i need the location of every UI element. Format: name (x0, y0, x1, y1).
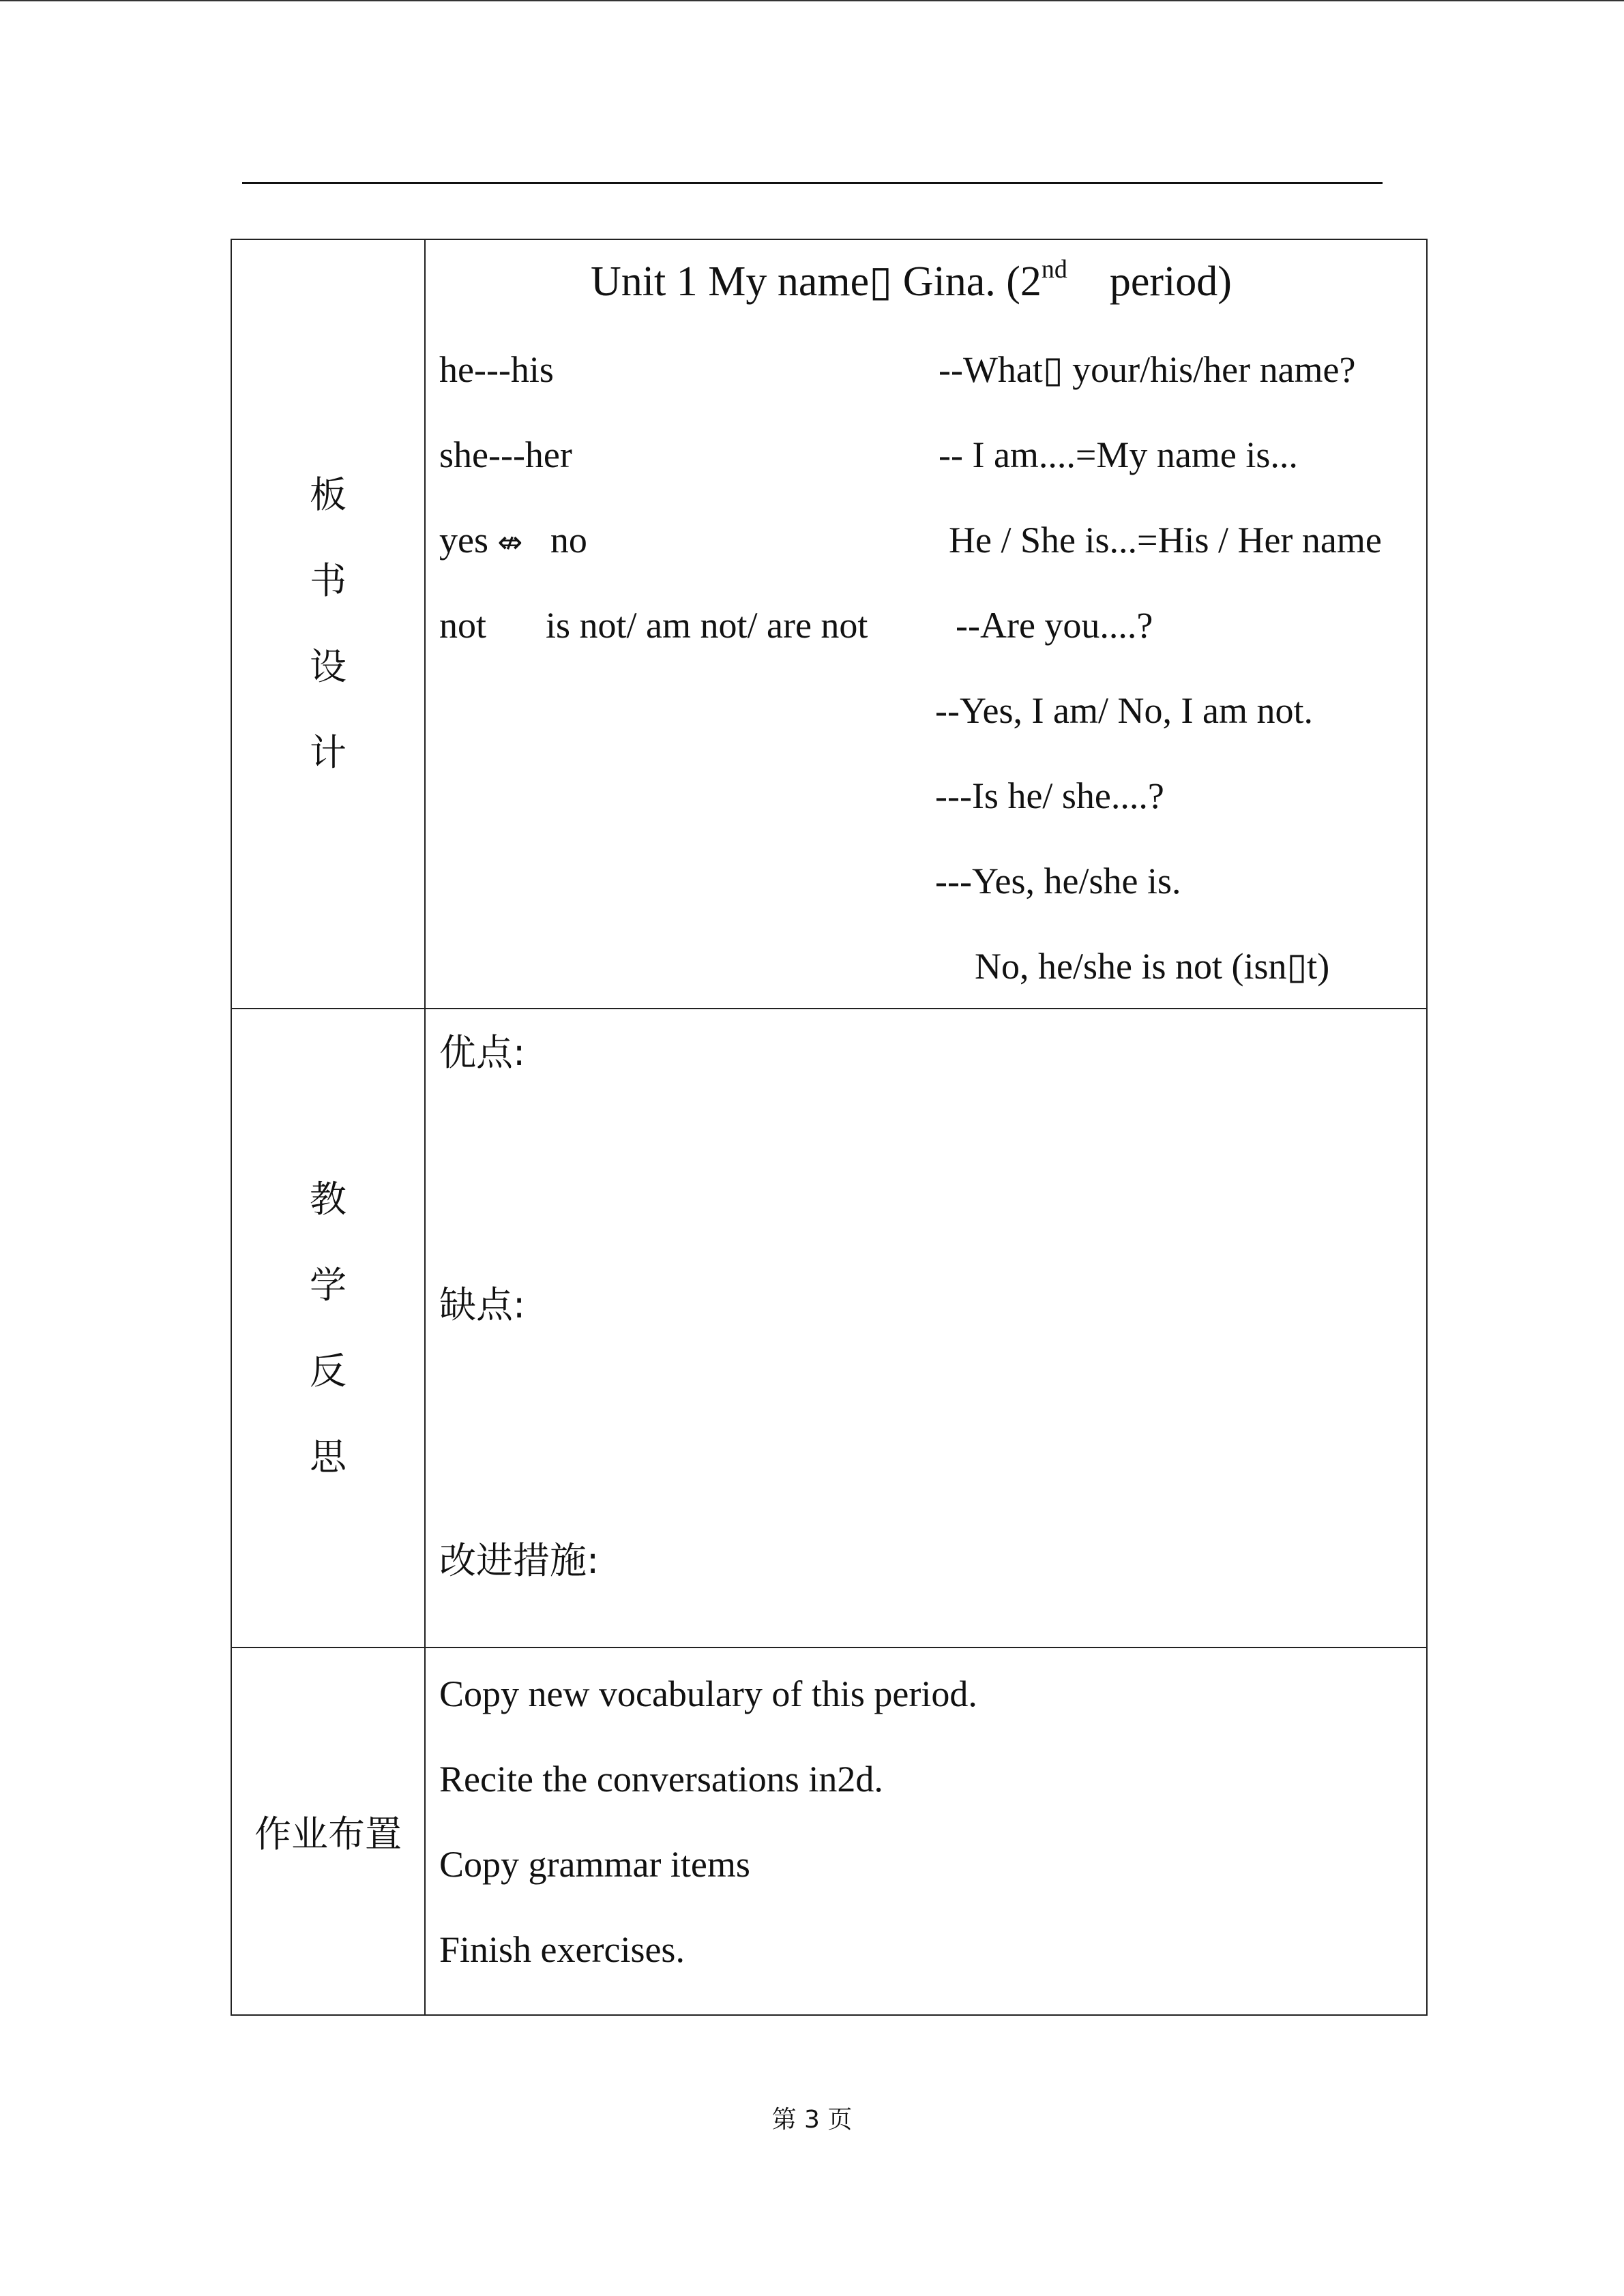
qa-he-she-is: He / She is...=His / Her name (949, 520, 1382, 561)
header-rule (242, 182, 1383, 184)
qa-are-you: --Are you....? (956, 605, 1153, 646)
page-number: 第 3 页 (771, 2106, 853, 2134)
homework-item: Recite the conversations in2d. (439, 1759, 883, 1800)
qa-no-he-she-is-not: No, he/she is not (isn▯t) (975, 946, 1330, 987)
homework-row (231, 1648, 1427, 2015)
board-title: Unit 1 My name▯ Gina. (2nd period) (591, 255, 1232, 305)
qa-is-he-she: ---Is he/ she....? (935, 775, 1164, 816)
qa-i-am: -- I am....=My name is... (939, 434, 1298, 475)
homework-item: Finish exercises. (439, 1929, 685, 1970)
qa-yes-i-am: --Yes, I am/ No, I am not. (935, 690, 1313, 731)
homework-item: Copy new vocabulary of this period. (439, 1673, 977, 1714)
improvements-label: 改进措施: (439, 1539, 600, 1582)
board-design-content-cell (425, 239, 1427, 1009)
negation-forms: is not/ am not/ are not (546, 605, 868, 646)
page-top-border (0, 0, 1624, 1)
pronoun-he-his: he---his (439, 349, 554, 390)
board-design-label-cell (231, 239, 425, 1009)
homework-item: Copy grammar items (439, 1844, 750, 1885)
strengths-label: 优点: (439, 1031, 526, 1074)
yes-no-line: yes ⇎ no (439, 520, 587, 561)
board-design-label: 板 书 设 计 (310, 473, 346, 774)
board-design-row (231, 239, 1427, 1009)
homework-label-cell (231, 1648, 425, 2015)
pronoun-she-her: she---her (439, 434, 572, 475)
reflection-label: 教 学 反 思 (310, 1177, 346, 1478)
lesson-plan-table (231, 239, 1428, 2016)
weaknesses-label: 缺点: (439, 1283, 526, 1326)
homework-label: 作业布置 (254, 1813, 402, 1855)
reflection-row (231, 1009, 1427, 1648)
reflection-label-cell (231, 1009, 425, 1648)
not-word: not (439, 605, 487, 646)
reflection-content-cell (425, 1009, 1427, 1648)
qa-whats-your-name: --What▯ your/his/her name? (939, 349, 1356, 390)
qa-yes-he-she-is: ---Yes, he/she is. (935, 861, 1181, 901)
homework-content-cell (425, 1648, 1427, 2015)
double-arrow-icon: ⇎ (497, 525, 523, 560)
